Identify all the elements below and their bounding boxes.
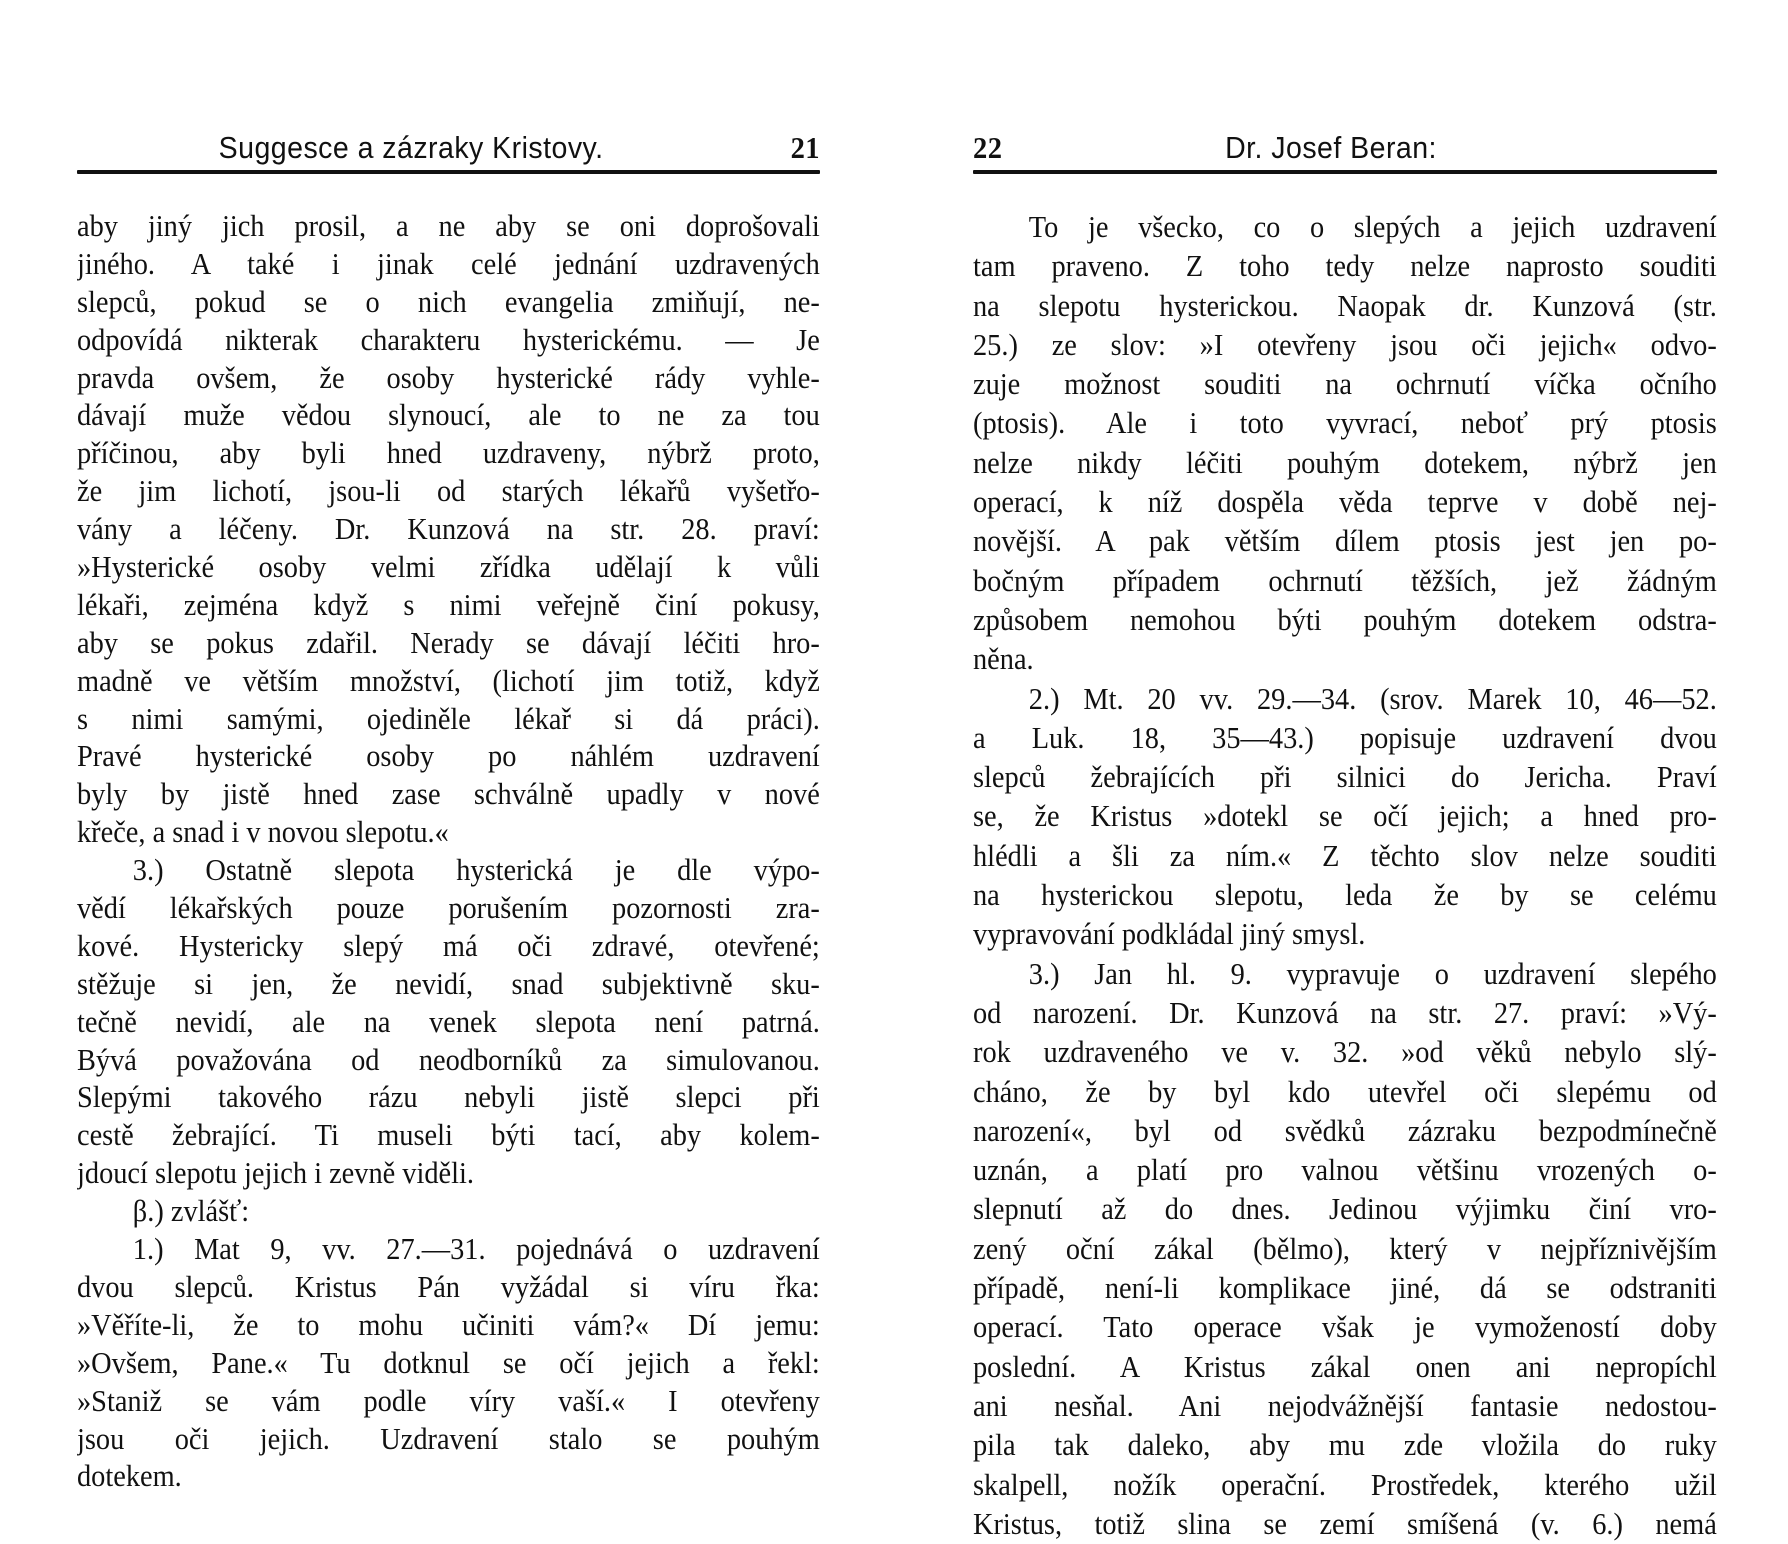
text-line: tam praveno. Z toho tedy nelze naprosto souditi [973,249,1717,284]
text-line: aby jiný jich prosil, a ne aby se oni doprošovali [77,209,820,243]
text-line: Kristus, totiž slina se zemí smíšená (v. 6.) nemá [973,1506,1717,1541]
text-line: narození«, byl od svědků zázraku bezpodmínečně [973,1113,1717,1148]
text-line: slepců, pokud se o nich evangelia zmiňují, ne- [77,284,820,319]
text-line: a Luk. 18, 35—43.) popisuje uzdravení dvou [973,720,1717,755]
page-number: 21 [790,130,821,165]
text-line: β.) zvlášť: [132,1194,250,1229]
text-line: 2.) Mt. 20 vv. 29.—34. (srov. Marek 10, 46—52. [1028,681,1717,716]
text-line: »Staniž se vám podle víry vaší.« I otevřeny [77,1383,820,1418]
running-head [77,126,820,170]
header-rule [77,170,820,174]
text-line: zený oční zákal (bělmo), který v nejpříznivějším [973,1231,1717,1266]
text-line: cháno, že by byl kdo utevřel oči slepému od [973,1074,1717,1109]
text-line: vypravování podkládal jiný smysl. [973,917,1366,952]
running-head-title: Dr. Josef Beran: [1225,130,1437,165]
text-line: lékaři, zejména když s nimi veřejně činí pokusy, [77,587,820,622]
text-line: příčinou, aby byli hned uzdraveny, nýbrž proto, [77,436,820,471]
text-line: slepnutí až do dnes. Jedinou výjimku činí vro- [973,1192,1717,1227]
body-text [973,208,1717,1544]
text-line: »Ovšem, Pane.« Tu dotknul se očí jejich a řekl: [77,1345,820,1380]
text-line: od narození. Dr. Kunzová na str. 27. praví: »Vý- [973,995,1717,1030]
text-line: vědí lékařských pouze porušením pozornosti zra- [77,891,820,926]
text-line: »Věříte-li, že to mohu učiniti vám?« Dí jemu: [77,1307,820,1342]
body-text [77,208,820,1496]
text-line: (ptosis). Ale i toto vyvrací, neboť prý ptosis [973,406,1717,441]
text-line: ani nesňal. Ani nejodvážnější fantasie nedostou- [973,1388,1717,1423]
text-line: dotekem. [77,1459,182,1494]
running-head-title: Suggesce a zázraky Kristovy. [218,130,604,165]
text-line: skalpell, nožík operační. Prostředek, kterého užil [973,1467,1717,1502]
text-line: na slepotu hysterickou. Naopak dr. Kunzová (str. [973,288,1717,323]
text-line: jsou oči jejich. Uzdravení stalo se pouhým [77,1421,820,1456]
text-line: vány a léčeny. Dr. Kunzová na str. 28. praví: [77,512,820,547]
text-line: uznán, a platí pro valnou většinu vrozených o- [973,1153,1717,1188]
text-line: křeče, a snad i v novou slepotu.« [77,815,449,850]
text-line: 1.) Mat 9, vv. 27.—31. pojednává o uzdravení [132,1232,820,1267]
text-line: »Hysterické osoby velmi zřídka udělají k vůli [77,550,820,585]
text-line: 3.) Jan hl. 9. vypravuje o uzdravení slepého [1028,956,1717,991]
text-line: že jim lichotí, jsou-li od starých lékařů vyšetřo- [77,474,820,509]
text-line: způsobem nemohou býti pouhým dotekem odstra- [973,602,1717,637]
header-rule [973,170,1717,174]
text-line: případě, není-li komplikace jiné, dá se odstraniti [973,1271,1717,1306]
text-line: odpovídá nikterak charakteru hysterickému. — Je [77,322,820,357]
text-line: madně ve větším množství, (lichotí jim totiž, když [77,663,820,698]
text-line: dvou slepců. Kristus Pán vyžádal si víru řka: [77,1269,820,1304]
text-line: s nimi samými, ojediněle lékař si dá práci). [77,701,820,736]
text-line: pila tak daleko, aby mu zde vložila do ruky [973,1428,1717,1463]
text-line: se, že Kristus »dotekl se očí jejich; a hned pro- [973,799,1717,834]
text-line: 3.) Ostatně slepota hysterická je dle výpo- [132,853,820,888]
text-line: stěžuje si jen, že nevidí, snad subjektivně sku- [77,966,820,1001]
text-line: zuje možnost souditi na ochrnutí víčka očního [973,367,1717,402]
text-line: slepců žebrajících při silnici do Jericha. Praví [973,760,1717,795]
text-line: operací, k níž dospěla věda teprve v době nej- [973,485,1717,520]
text-line: novější. A pak větším dílem ptosis jest jen po- [973,524,1717,559]
text-line: kové. Hystericky slepý má oči zdravé, otevřené; [77,928,820,963]
text-line: 25.) ze slov: »I otevřeny jsou oči jejich« odvo- [973,327,1717,362]
text-line: Slepými takového rázu nebyli jistě slepci při [77,1080,820,1115]
text-line: nelze nikdy léčiti pouhým dotekem, nýbrž jen [973,445,1717,480]
text-line: cestě žebrající. Ti museli býti tací, aby kolem- [77,1118,820,1153]
page-number: 22 [973,130,1003,165]
text-line: rok uzdraveného ve v. 32. »od věků nebylo slý- [973,1035,1717,1070]
text-line: pravda ovšem, že osoby hysterické rády vyhle- [77,360,820,395]
text-line: tečně nevidí, ale na venek slepota není patrná. [77,1004,820,1039]
text-line: operací. Tato operace však je vymožeností doby [973,1310,1717,1345]
text-line: To je všecko, co o slepých a jejich uzdravení [1028,210,1717,244]
text-line: Pravé hysterické osoby po náhlém uzdravení [77,739,820,774]
text-line: bočným případem ochrnutí těžších, jež žádným [973,563,1717,598]
text-line: Bývá považována od neodborníků za simulovanou. [77,1042,820,1077]
text-line: poslední. A Kristus zákal onen ani nepropíchl [973,1349,1717,1384]
text-line: jdoucí slepotu jejich i zevně viděli. [77,1156,475,1191]
text-line: dávají muže vědou slynoucí, ale to ne za tou [77,398,820,433]
text-line: na hysterickou slepotu, leda že by se celému [973,878,1717,913]
text-line: jiného. A také i jinak celé jednání uzdravených [77,246,820,281]
text-line: aby se pokus zdařil. Nerady se dávají léčiti hro- [77,625,820,660]
text-line: byly by jistě hned zase schválně upadly v nové [77,777,820,812]
running-head [973,126,1717,170]
text-line: hlédli a šli za ním.« Z těchto slov nelze souditi [973,838,1717,873]
text-line: něna. [973,642,1034,677]
